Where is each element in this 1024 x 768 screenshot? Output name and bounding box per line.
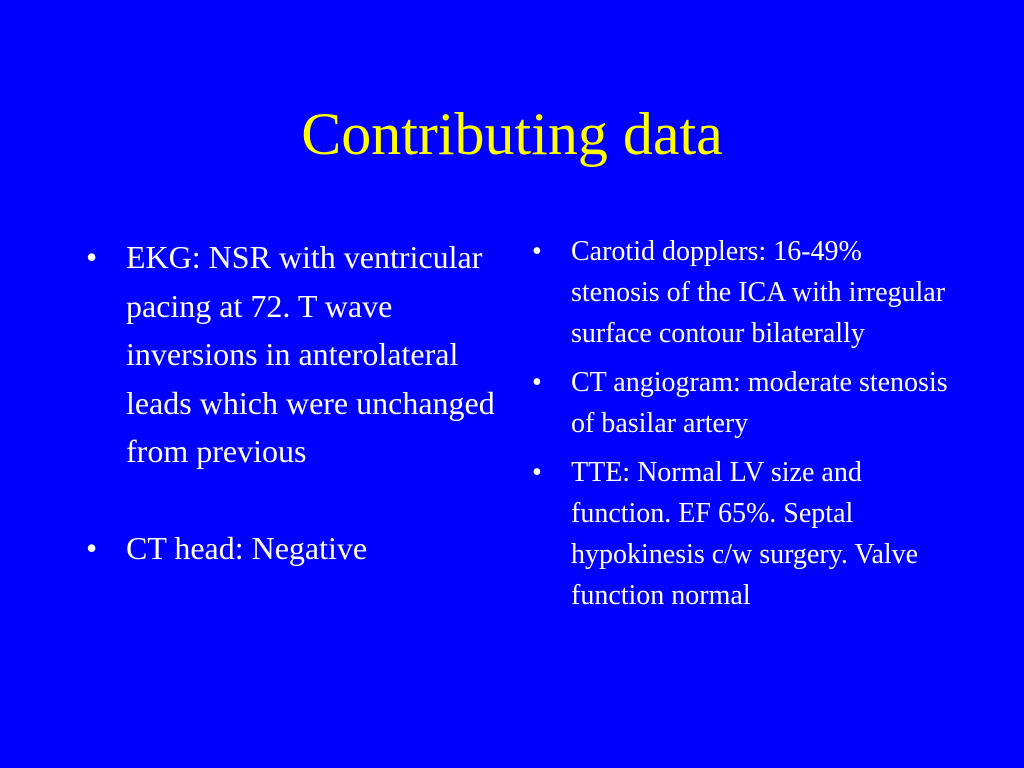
bullet-item-tte xyxy=(532,452,952,616)
bullet-marker: • xyxy=(86,530,98,566)
bullet-item-ct-head xyxy=(86,524,506,573)
bullet-item-ct-angiogram xyxy=(532,362,952,444)
bullet-marker: • xyxy=(532,457,542,488)
bullet-text: TTE: Normal LV size and function. EF 65%. Septal hypokinesis c/w surgery. Valve function normal xyxy=(571,457,919,611)
bullet-text: CT angiogram: moderate stenosis of basilar artery xyxy=(571,367,948,439)
bullet-marker: • xyxy=(86,239,98,275)
bullet-text: CT head: Negative xyxy=(126,530,368,566)
bullet-item-ekg xyxy=(86,233,506,476)
bullet-text: EKG: NSR with ventricular pacing at 72. T wave inversions in anterolateral leads which were unchanged from previous xyxy=(126,239,495,469)
right-bullet-list xyxy=(532,231,952,616)
bullet-marker: • xyxy=(532,236,542,267)
slide-title: Contributing data xyxy=(301,101,723,167)
bullet-text: Carotid dopplers: 16-49% stenosis of the ICA with irregular surface contour bilaterally xyxy=(571,236,946,349)
bullet-marker: • xyxy=(532,367,542,398)
bullet-item-carotid-dopplers xyxy=(532,231,952,354)
left-bullet-list xyxy=(86,233,506,573)
